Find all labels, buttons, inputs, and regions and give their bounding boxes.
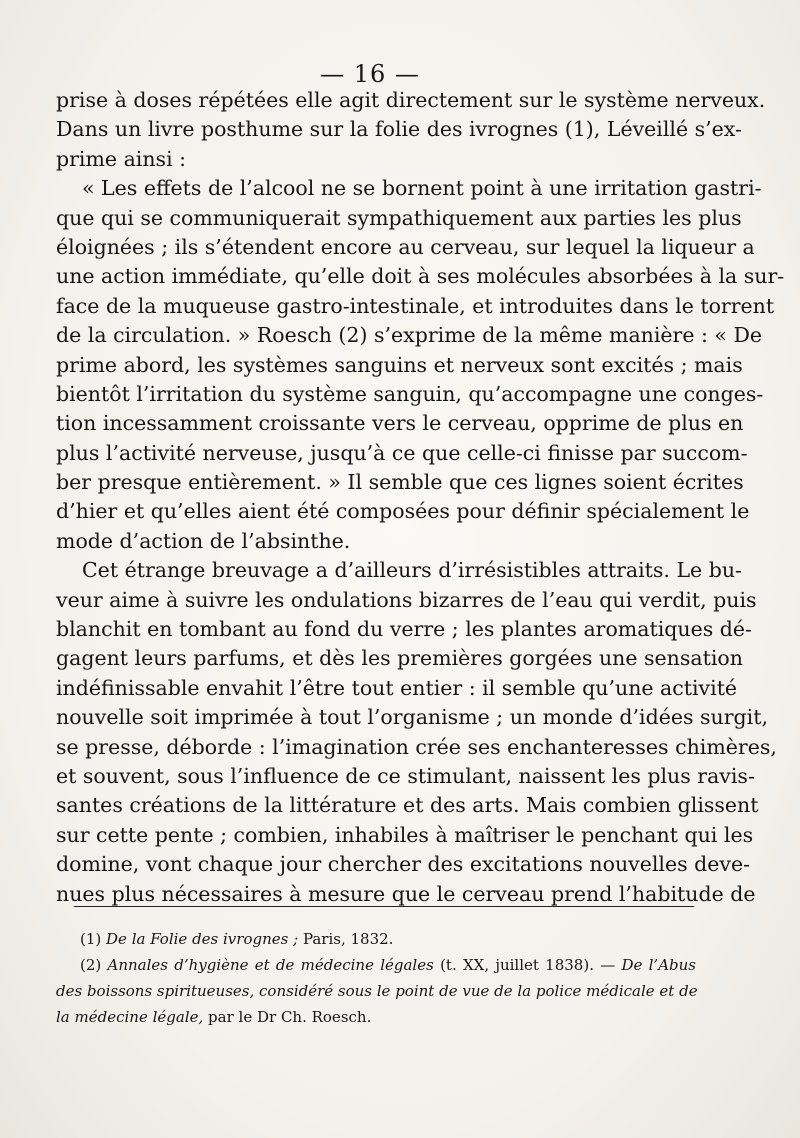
page-number: — 16 — <box>320 60 420 88</box>
text-line: se presse, déborde : l’imagination crée ses enchanteresses chimères, <box>56 734 777 759</box>
text-line: prise à doses répétées elle agit directement sur le système nerveux. <box>56 88 766 112</box>
text-line: nouvelle soit imprimée à tout l’organisme ; un monde d’idées surgit, <box>56 705 768 730</box>
text-line: que qui se communiquerait sympathiquement aux parties les plus <box>56 205 742 230</box>
footnote-text: Paris, 1832. <box>302 930 394 948</box>
text-line: Cet étrange breuvage a d’ailleurs d’irrésistibles attraits. Le bu- <box>82 558 742 583</box>
footnote-title: la médecine légale, <box>56 1008 204 1026</box>
text-line: indéfinissable envahit l’être tout entier : il semble qu’une activité <box>56 675 738 700</box>
text-line: veur aime à suivre les ondulations bizarres de l’eau qui verdit, puis <box>56 587 757 612</box>
footnote-2-end <box>56 1004 696 1030</box>
text-line: gagent leurs parfums, et dès les premières gorgées une sensation <box>56 646 743 671</box>
text-line: tion incessamment croissante vers le cerveau, opprime de plus en <box>56 411 744 436</box>
footnote-2-continued: des boissons spiritueuses, considéré sous le point de vue de la police médicale et de <box>56 982 698 1000</box>
footnote-title: De la Folie des ivrognes ; <box>106 930 299 948</box>
text-line: bientôt l’irritation du système sanguin, qu’accompagne une conges- <box>56 381 764 406</box>
text-line: sur cette pente ; combien, inhabiles à maîtriser le penchant qui les <box>56 822 754 847</box>
text-line: mode d’action de l’absinthe. <box>56 528 351 553</box>
text-line: santes créations de la littérature et des arts. Mais combien glissent <box>56 793 759 818</box>
text-line: plus l’activité nerveuse, jusqu’à ce que celle-ci finisse par succom- <box>56 440 748 465</box>
footnote-divider <box>74 906 694 907</box>
text-line: de la circulation. » Roesch (2) s’exprime de la même manière : « De <box>56 323 763 348</box>
text-line: face de la muqueuse gastro-intestinale, et introduites dans le torrent <box>56 293 775 318</box>
text-line: d’hier et qu’elles aient été composées pour définir spécialement le <box>56 499 750 524</box>
footnotes <box>56 926 696 1030</box>
footnote-title: Annales d’hygiène et de médecine légales <box>107 956 434 974</box>
text-line: une action immédiate, qu’elle doit à ses molécules absorbées à la sur- <box>56 264 785 289</box>
text-line: ber presque entièrement. » Il semble que ces lignes soient écrites <box>56 470 744 495</box>
text-line: Dans un livre posthume sur la folie des ivrognes (1), Léveillé s’ex- <box>56 117 742 142</box>
footnote-text: par le Dr Ch. Roesch. <box>208 1008 372 1026</box>
text-line: éloignées ; ils s’étendent encore au cerveau, sur lequel la liqueur a <box>56 234 755 259</box>
text-line: blanchit en tombant au fond du verre ; les plantes aromatiques dé- <box>56 617 752 642</box>
body-text <box>56 86 785 909</box>
footnote-2 <box>56 952 696 978</box>
text-line: prime ainsi : <box>56 146 187 171</box>
footnote-1 <box>56 926 696 952</box>
footnote-marker: (2) <box>80 956 102 974</box>
text-line: nues plus nécessaires à mesure que le cerveau prend l’habitude de <box>56 881 756 906</box>
footnote-text: (t. XX, juillet 1838). — <box>440 956 616 974</box>
footnote-marker: (1) <box>80 930 102 948</box>
text-line: et souvent, sous l’influence de ce stimulant, naissent les plus ravis- <box>56 763 755 788</box>
text-line: « Les effets de l’alcool ne se bornent point à une irritation gastri- <box>82 176 762 201</box>
text-line: prime abord, les systèmes sanguins et nerveux sont excités ; mais <box>56 352 743 377</box>
text-line: domine, vont chaque jour chercher des excitations nouvelles deve- <box>56 852 751 877</box>
footnote-title: De l’Abus <box>621 956 696 974</box>
